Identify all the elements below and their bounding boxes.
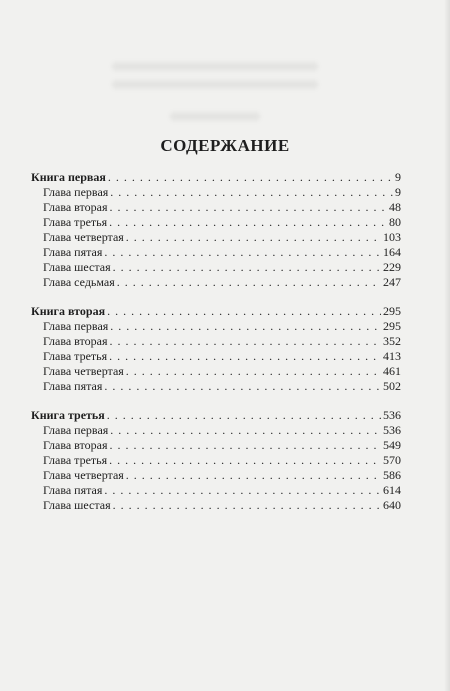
toc-section-book-1 [31, 170, 401, 290]
bleed-through-text [112, 80, 318, 89]
bleed-through-text [112, 62, 318, 71]
toc-page-number: 570 [383, 453, 401, 467]
toc-entry-label: Глава первая [43, 319, 109, 333]
dot-leader [109, 453, 381, 468]
toc-section-book-3 [31, 408, 401, 513]
toc-entry-label: Книга третья [31, 408, 105, 422]
toc-page-number: 614 [383, 483, 401, 497]
toc-page-number: 536 [383, 408, 401, 422]
toc-page-number: 352 [383, 334, 401, 348]
dot-leader [104, 483, 381, 498]
toc-section-book-2 [31, 304, 401, 394]
toc-book-entry[interactable] [31, 304, 401, 319]
toc-chapter-entry[interactable] [31, 498, 401, 513]
toc-page-number: 549 [383, 438, 401, 452]
page-title: СОДЕРЖАНИЕ [160, 136, 290, 155]
toc-page-number: 164 [383, 245, 401, 259]
toc-page-number: 103 [383, 230, 401, 244]
dot-leader [110, 423, 381, 438]
toc-entry-label: Глава вторая [43, 334, 108, 348]
dot-leader [104, 379, 381, 394]
toc-entry-label: Глава пятая [43, 483, 103, 497]
dot-leader [107, 408, 381, 423]
toc-entry-label: Книга первая [31, 170, 106, 184]
toc-chapter-entry[interactable] [31, 423, 401, 438]
toc-entry-label: Глава пятая [43, 245, 103, 259]
toc-page-number: 229 [383, 260, 401, 274]
toc-entry-label: Глава вторая [43, 438, 108, 452]
toc-chapter-entry[interactable] [31, 379, 401, 394]
toc-chapter-entry[interactable] [31, 349, 401, 364]
toc-page-number: 80 [389, 215, 401, 229]
toc-chapter-entry[interactable] [31, 453, 401, 468]
toc-entry-label: Глава седьмая [43, 275, 115, 289]
toc-chapter-entry[interactable] [31, 230, 401, 245]
dot-leader [108, 170, 393, 185]
toc-entry-label: Глава вторая [43, 200, 108, 214]
toc-book-entry[interactable] [31, 170, 401, 185]
toc-entry-label: Глава третья [43, 349, 108, 363]
toc-page-number: 48 [389, 200, 401, 214]
dot-leader [109, 215, 387, 230]
toc-entry-label: Книга вторая [31, 304, 106, 318]
toc-chapter-entry[interactable] [31, 364, 401, 379]
toc-page-number: 9 [395, 170, 401, 184]
dot-leader [107, 304, 381, 319]
toc-entry-label: Глава шестая [43, 498, 111, 512]
toc-chapter-entry[interactable] [31, 334, 401, 349]
toc-chapter-entry[interactable] [31, 483, 401, 498]
toc-chapter-entry[interactable] [31, 215, 401, 230]
toc-entry-label: Глава первая [43, 185, 109, 199]
toc-chapter-entry[interactable] [31, 200, 401, 215]
toc-page-number: 9 [395, 185, 401, 199]
toc-page-number: 640 [383, 498, 401, 512]
table-of-contents [31, 170, 401, 527]
dot-leader [126, 468, 381, 483]
dot-leader [109, 334, 381, 349]
toc-chapter-entry[interactable] [31, 275, 401, 290]
toc-entry-label: Глава четвертая [43, 468, 124, 482]
dot-leader [109, 438, 381, 453]
dot-leader [113, 498, 381, 513]
toc-entry-label: Глава шестая [43, 260, 111, 274]
toc-chapter-entry[interactable] [31, 319, 401, 334]
dot-leader [109, 349, 381, 364]
bleed-through-text [170, 112, 260, 121]
toc-chapter-entry[interactable] [31, 245, 401, 260]
dot-leader [113, 260, 381, 275]
toc-entry-label: Глава пятая [43, 379, 103, 393]
toc-page-number: 586 [383, 468, 401, 482]
toc-book-entry[interactable] [31, 408, 401, 423]
toc-chapter-entry[interactable] [31, 185, 401, 200]
toc-page-number: 461 [383, 364, 401, 378]
toc-entry-label: Глава первая [43, 423, 109, 437]
toc-page-number: 502 [383, 379, 401, 393]
dot-leader [110, 185, 393, 200]
toc-page-number: 247 [383, 275, 401, 289]
toc-entry-label: Глава третья [43, 453, 108, 467]
toc-entry-label: Глава четвертая [43, 364, 124, 378]
toc-page-number: 295 [383, 319, 401, 333]
toc-page-number: 295 [383, 304, 401, 318]
page-edge-shadow [444, 0, 450, 691]
dot-leader [110, 319, 381, 334]
toc-page-number: 536 [383, 423, 401, 437]
toc-page-number: 413 [383, 349, 401, 363]
toc-entry-label: Глава четвертая [43, 230, 124, 244]
toc-entry-label: Глава третья [43, 215, 108, 229]
toc-chapter-entry[interactable] [31, 438, 401, 453]
dot-leader [109, 200, 387, 215]
toc-chapter-entry[interactable] [31, 468, 401, 483]
dot-leader [104, 245, 381, 260]
toc-chapter-entry[interactable] [31, 260, 401, 275]
dot-leader [126, 364, 381, 379]
dot-leader [117, 275, 381, 290]
dot-leader [126, 230, 381, 245]
